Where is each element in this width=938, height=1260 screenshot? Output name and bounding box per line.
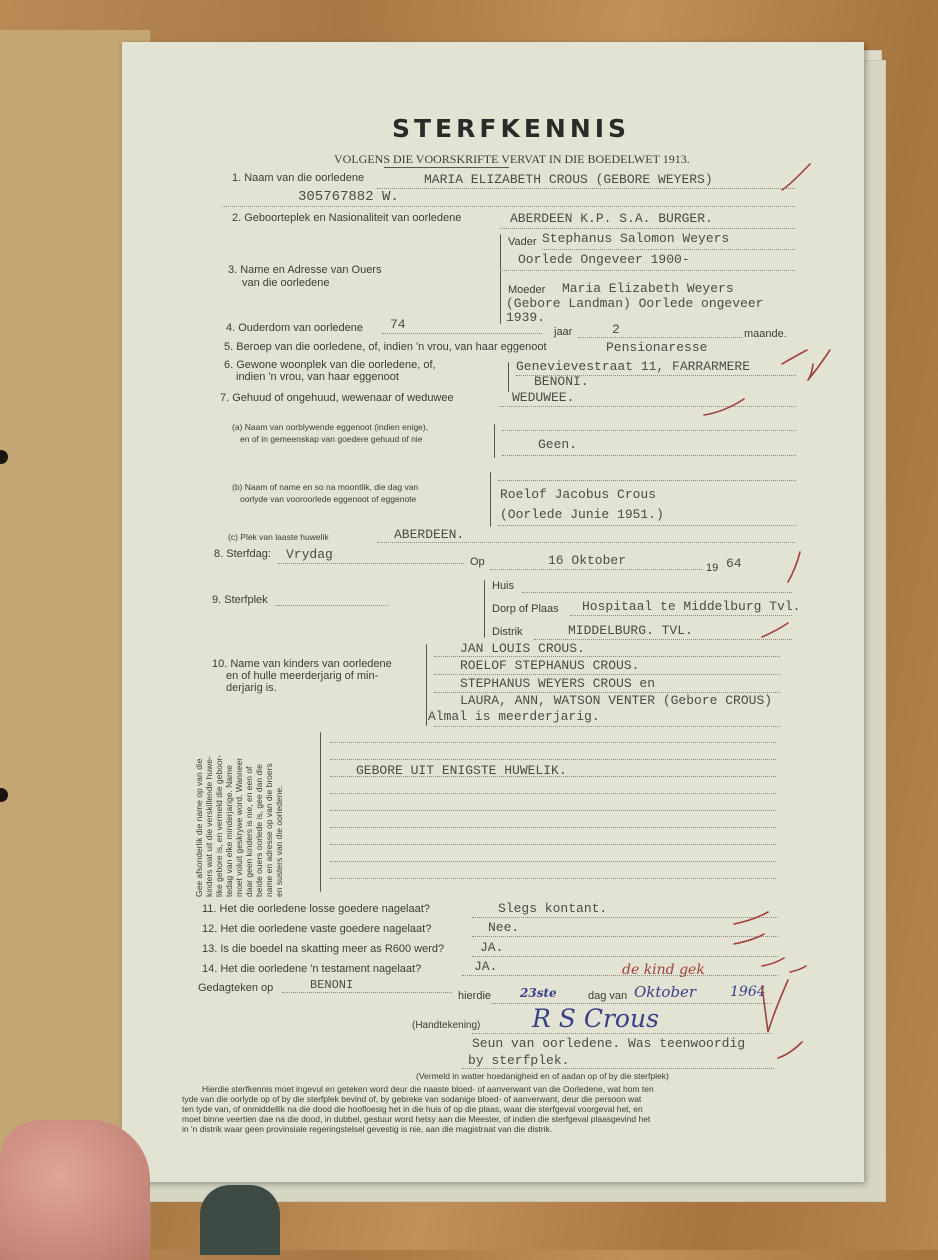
shoe	[200, 1185, 280, 1255]
signer-capacity-2: by sterfplek.	[468, 1053, 570, 1068]
q7c-label: (c) Plek van laaste huwelik	[228, 532, 329, 542]
q6-label: 6. Gewone woonplek van die oorledene, of,	[224, 359, 436, 371]
q7a-label-2: en of in gemeenskap van goedere gehuud of nie	[240, 434, 423, 444]
handwritten-annotation: de kind gek	[622, 962, 705, 978]
q7b-value: Roelof Jacobus Crous	[500, 487, 657, 502]
moeder-label: Moeder	[508, 284, 546, 296]
q8-op: Op	[470, 556, 485, 568]
footer-instructions: Hierdie sterfkennis moet ingevul en geteken word deur die naaste bloed- of aanverwant van die Oorledene, wat hom ten tyde van die oorlyde op of by die sterfplek bevind of, by gebreke van sodanige bloed- of aanverwant, deur die persoon wat ten tyde van, of onmiddellik na die dood die hoofloesig het in die huis of op die plaas, waar die sterfgeval voorgeval het, en moet binne veertien dae na die dood, in dubbel, gestuur word hetsy aan die Meester, of indien die sterfgeval plaasgevind het in 'n distrik waar geen provinsiale regeringstelsel gevestig is nie, aan die magistraat van die distrik.	[182, 1084, 654, 1134]
marriage-note: GEBORE UIT ENIGSTE HUWELIK.	[356, 763, 567, 778]
check-marks	[122, 42, 864, 1182]
signature-label: (Handtekening)	[412, 1020, 481, 1031]
check-mark-icon	[782, 164, 810, 190]
check-mark-icon	[808, 350, 830, 380]
q3-label: 3. Name en Adresse van Ouers	[228, 264, 382, 276]
moeder-value: Maria Elizabeth Weyers	[562, 281, 734, 296]
capacity-note: (Vermeld in watter hoedanigheid en of aadan op of by die sterfplek)	[416, 1071, 669, 1081]
child-2: ROELOF STEPHANUS CROUS.	[460, 658, 640, 673]
q6-label-2: indien 'n vrou, van haar eggenoot	[236, 371, 399, 383]
check-mark-icon	[734, 912, 768, 924]
q4-years-label: jaar	[554, 326, 573, 338]
signed-label: Gedagteken op	[198, 982, 274, 994]
death-notice-form	[122, 42, 864, 1182]
q1-id-number: 305767882 W.	[298, 189, 399, 205]
q6-value: Genevievestraat 11, FARRARMERE	[516, 359, 751, 374]
dorp-label: Dorp of Plaas	[492, 603, 559, 615]
q10-label: 10. Name van kinders van oorledene	[212, 658, 392, 670]
q12-value: Nee.	[488, 920, 520, 935]
check-mark-icon	[788, 552, 800, 582]
q7a-label: (a) Naam van oorblywende eggenoot (indien enige),	[232, 422, 429, 432]
child-3: STEPHANUS WEYERS CROUS en	[460, 676, 656, 691]
q2-label: 2. Geboorteplek en Nasionaliteit van oorledene	[232, 212, 462, 224]
q4-months: 2	[612, 322, 620, 337]
q7-value: WEDUWEE.	[512, 390, 575, 405]
dag-van-label: dag van	[588, 990, 628, 1002]
q14-label: 14. Het die oorledene 'n testament nagelaat?	[202, 963, 422, 975]
q13-label: 13. Is die boedel na skatting meer as R600 werd?	[202, 943, 445, 955]
signer-capacity: Seun van oorledene. Was teenwoordig	[472, 1036, 746, 1051]
q3-label-2: van die oorledene	[242, 277, 330, 289]
signed-day: 23ste	[520, 986, 557, 1000]
check-mark-icon	[704, 399, 744, 415]
child-1: JAN LOUIS CROUS.	[460, 641, 585, 656]
q13-value: JA.	[480, 940, 504, 955]
vader-label: Vader	[508, 236, 537, 248]
signed-month: Oktober	[634, 983, 697, 1001]
q7b-label: (b) Naam of name en so na moontlik, die dag van	[232, 482, 419, 492]
q6-value-2: BENONI.	[534, 374, 589, 389]
binder-hole	[0, 450, 8, 464]
check-mark-icon	[762, 958, 784, 966]
form-title: STERFKENNIS	[392, 114, 631, 143]
q7c-value: ABERDEEN.	[394, 527, 465, 542]
moeder-value-3: 1939.	[506, 310, 546, 325]
q12-label: 12. Het die oorledene vaste goedere nagelaat?	[202, 923, 432, 935]
q2-value: ABERDEEN K.P. S.A. BURGER.	[510, 211, 713, 226]
q5-value: Pensionaresse	[606, 340, 708, 355]
q7a-value: Geen.	[538, 437, 578, 452]
q11-value: Slegs kontant.	[498, 901, 608, 916]
binder-hole	[0, 788, 8, 802]
q7b-label-2: oorlyde van vooroorlede eggenoot of eggenote	[240, 494, 417, 504]
thumb	[0, 1120, 150, 1260]
q14-value: JA.	[474, 959, 498, 974]
distrik-label: Distrik	[492, 626, 523, 638]
q8-day: Vrydag	[286, 547, 333, 562]
hierdie-label: hierdie	[458, 990, 492, 1002]
q8-century: 19	[706, 562, 719, 574]
vader-value-2: Oorlede Ongeveer 1900-	[518, 252, 690, 267]
q4-label: 4. Ouderdom van oorledene	[226, 322, 363, 334]
children-note: Almal is meerderjarig.	[428, 709, 600, 724]
check-mark-icon	[782, 350, 807, 364]
q7-label: 7. Gehuud of ongehuud, wewenaar of weduwee	[220, 392, 454, 404]
huis-label: Huis	[492, 580, 515, 592]
check-mark-icon	[734, 934, 764, 944]
q1-label: 1. Naam van die oorledene	[232, 172, 365, 184]
q4-years: 74	[390, 317, 406, 332]
q10-label-2: en of hulle meerderjarig of min-	[226, 670, 379, 682]
q9-label: 9. Sterfplek	[212, 594, 268, 606]
vader-value: Stephanus Salomon Weyers	[542, 231, 730, 246]
q5-label: 5. Beroep van die oorledene, of, indien 'n vrou, van haar eggenoot	[224, 341, 547, 353]
q10-label-3: derjarig is.	[226, 682, 277, 694]
child-4: LAURA, ANN, WATSON VENTER (Gebore CROUS)	[460, 693, 773, 708]
q1-value: MARIA ELIZABETH CROUS (GEBORE WEYERS)	[424, 172, 713, 187]
q8-label: 8. Sterfdag:	[214, 548, 271, 560]
check-mark-icon	[762, 966, 806, 1032]
q8-year: 64	[726, 556, 742, 571]
q9-dorp: Hospitaal te Middelburg Tvl.	[582, 599, 801, 614]
q8-date: 16 Oktober	[548, 553, 627, 568]
check-mark-icon	[762, 623, 788, 637]
signed-year: 1964	[730, 984, 766, 1000]
signature: R S Crous	[532, 1004, 659, 1033]
q11-label: 11. Het die oorledene losse goedere nagelaat?	[202, 903, 430, 915]
signed-place: BENONI	[310, 978, 354, 992]
q4-months-label: maande.	[744, 328, 787, 340]
moeder-value-2: (Gebore Landman) Oorlede ongeveer	[506, 296, 764, 311]
check-mark-icon	[778, 1042, 802, 1058]
side-instruction: Gee afsonderlik die name op van die kinders wat uit die verskillende huwe- like gebore is, en vermeld die geboor- tedag van elke minderjarige. Name moet voluit geskrywe word. Wanneer daar geen kinders is nie, en een of beide ouers oorlede is, gee dan die name en adresse op van die broers en susters van die oorledene.	[194, 754, 284, 897]
q9-distrik: MIDDELBURG. TVL.	[568, 623, 693, 638]
q7b-value-2: (Oorlede Junie 1951.)	[500, 507, 664, 522]
form-subtitle: VOLGENS DIE VOORSKRIFTE VERVAT IN DIE BOEDELWET 1913.	[334, 152, 690, 166]
